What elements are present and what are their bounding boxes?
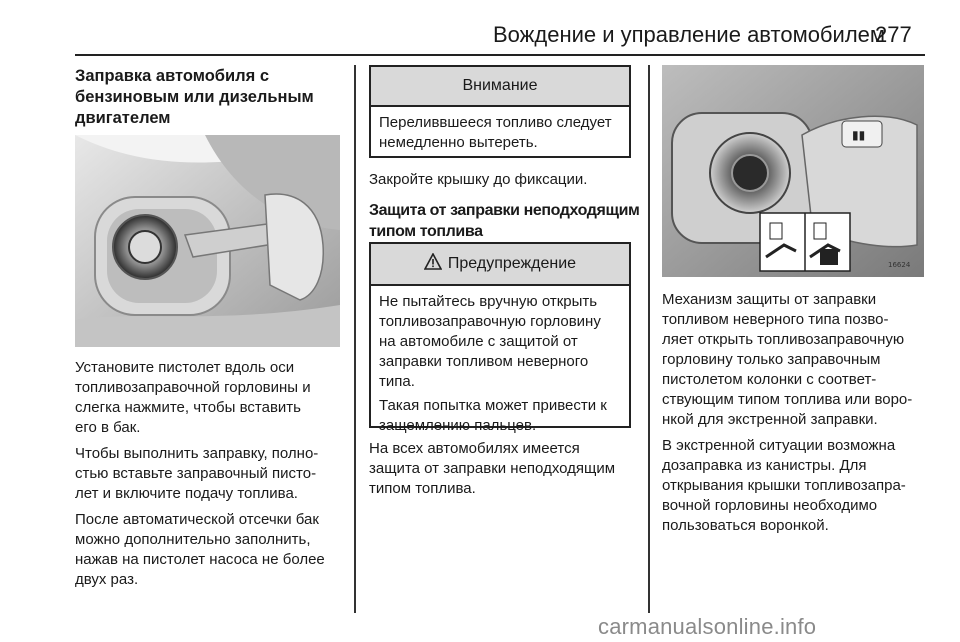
paragraph-top-up bbox=[75, 510, 350, 590]
notice-box bbox=[369, 65, 631, 158]
paragraph-start-refuel bbox=[75, 444, 350, 504]
warning-paragraph bbox=[379, 292, 621, 392]
text-line: его в бак. bbox=[75, 419, 141, 436]
text-line: На всех автомобилях имеется bbox=[369, 440, 580, 457]
text-line: Не пытайтесь вручную открыть bbox=[379, 293, 598, 310]
text-line: ляет открыть топливозаправочную bbox=[662, 331, 905, 348]
column-divider-1 bbox=[354, 65, 356, 613]
text-line: нажав на пистолет насоса не более bbox=[75, 551, 325, 568]
text-line: можно дополнительно заполнить, bbox=[75, 531, 311, 548]
text-line: слегка нажмите, чтобы вставить bbox=[75, 399, 301, 416]
text-line: нкой для экстренной заправки. bbox=[662, 411, 878, 428]
paragraph-misfuel-protection bbox=[369, 439, 644, 499]
text-line: пистолетом колонки с соответ- bbox=[662, 371, 877, 388]
text-line: Установите пистолет вдоль оси bbox=[75, 359, 295, 376]
text-line: В экстренной ситуации возможна bbox=[662, 437, 896, 454]
text-line: Переливвшееся топливо следует bbox=[379, 114, 612, 131]
text-line: защемлению пальцев. bbox=[379, 417, 537, 434]
fuel-filler-illustration bbox=[75, 135, 340, 347]
text-line: После автоматической отсечки бак bbox=[75, 511, 319, 528]
misfuel-photo bbox=[662, 65, 924, 277]
text-line: топливозаправочную горловину bbox=[379, 313, 601, 330]
section-heading-misfuel bbox=[369, 200, 644, 242]
svg-text:▮▮: ▮▮ bbox=[852, 128, 866, 142]
notice-title: Внимание bbox=[371, 67, 629, 107]
section-heading-refuel bbox=[75, 66, 350, 129]
watermark-link[interactable]: carmanualsonline.info bbox=[598, 614, 817, 639]
image-code: 16624 bbox=[888, 261, 911, 269]
text-line: открывания крышки топливозапра- bbox=[662, 477, 906, 494]
warning-paragraph bbox=[379, 396, 621, 436]
text-line: Такая попытка может привести к bbox=[379, 397, 607, 414]
heading-line: Защита от заправки неподходящим bbox=[369, 202, 640, 219]
text-line: вочной горловины необходимо bbox=[662, 497, 878, 514]
notice-body bbox=[371, 107, 629, 161]
text-line: топливозаправочной горловины и bbox=[75, 379, 311, 396]
warning-box bbox=[369, 242, 631, 434]
paragraph-insert-nozzle bbox=[75, 358, 350, 438]
col1-body bbox=[75, 358, 350, 596]
text-line: Механизм защиты от заправки bbox=[662, 291, 877, 308]
heading-line: Заправка автомобиля с bbox=[75, 67, 269, 85]
warning-header bbox=[371, 244, 629, 286]
warning-title: Предупреждение bbox=[447, 255, 577, 272]
warning-body bbox=[371, 286, 629, 448]
text-line: горловину только заправочным bbox=[662, 351, 881, 368]
close-cap-text: Закройте крышку до фиксации. bbox=[369, 171, 588, 188]
text-line: стью вставьте заправочный писто- bbox=[75, 465, 317, 482]
text-line: дозаправка из канистры. Для bbox=[662, 457, 867, 474]
header-rule bbox=[75, 54, 925, 56]
heading-line: типом топлива bbox=[369, 223, 483, 240]
text-line: топливом неверного типа позво- bbox=[662, 311, 889, 328]
text-line: пользоваться воронкой. bbox=[662, 517, 829, 534]
column-divider-2 bbox=[648, 65, 650, 613]
paragraph-mechanism bbox=[662, 290, 932, 430]
misfuel-illustration bbox=[662, 65, 924, 277]
text-line: типа. bbox=[379, 373, 415, 390]
text-line: заправки топливом неверного bbox=[379, 353, 589, 370]
fuel-filler-photo bbox=[75, 135, 340, 347]
col3-body bbox=[662, 290, 932, 542]
text-line: Чтобы выполнить заправку, полно- bbox=[75, 445, 319, 462]
text-line: лет и включите подачу топлива. bbox=[75, 485, 298, 502]
warning-triangle-icon bbox=[424, 253, 442, 275]
heading-line: бензиновым или дизельным bbox=[75, 88, 314, 106]
text-line: двух раз. bbox=[75, 571, 139, 588]
page-header-title: Вождение и управление автомобилем bbox=[493, 22, 886, 47]
page-number: 277 bbox=[875, 22, 912, 47]
text-line: защита от заправки неподходящим bbox=[369, 460, 616, 477]
text-line: ствующим типом топлива или воро- bbox=[662, 391, 913, 408]
text-line: немедленно вытереть. bbox=[379, 134, 538, 151]
text-line: типом топлива. bbox=[369, 480, 476, 497]
paragraph-emergency bbox=[662, 436, 932, 536]
heading-line: двигателем bbox=[75, 109, 171, 127]
text-line: на автомобиле с защитой от bbox=[379, 333, 578, 350]
